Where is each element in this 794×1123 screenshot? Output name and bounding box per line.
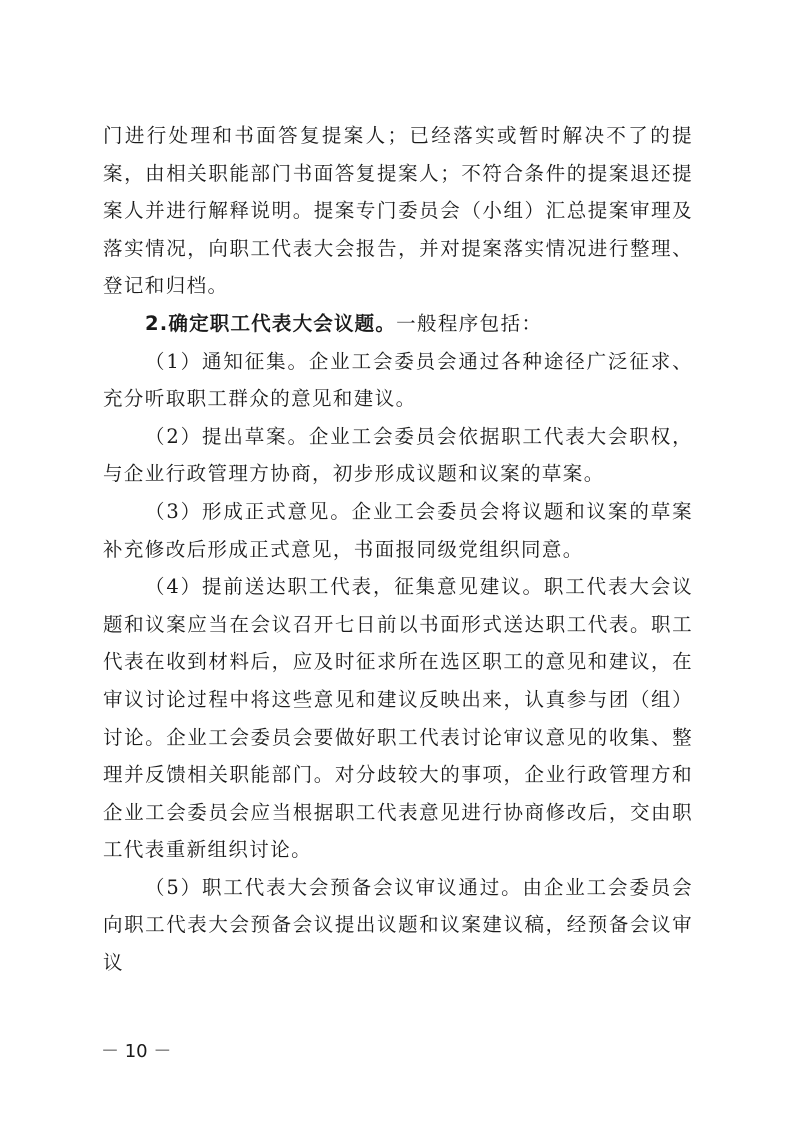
section-heading: 2.确定职工代表大会议题。 [145,311,397,335]
paragraph-text: （2）提出草案。企业工会委员会依据职工代表大会职权，与企业行政管理方协商，初步形成议题和议案的草案。 [103,424,693,486]
paragraph-text: （5）职工代表大会预备会议审议通过。由企业工会委员会向职工代表大会预备会议提出议题和议案建议稿，经预备会议审议 [103,875,693,975]
paragraph-item-1 [103,343,693,418]
paragraph-item-3 [103,493,693,568]
paragraph-item-2 [103,418,693,493]
paragraph-continuation [103,117,693,305]
paragraph-text: （4）提前送达职工代表，征集意见建议。职工代表大会议题和议案应当在会议召开七日前以书面形式送达职工代表。职工代表在收到材料后，应及时征求所在选区职工的意见和建议，在审议讨论过程中将这些意见和建议反映出来，认真参与团（组）讨论。企业工会委员会要做好职工代表讨论审议意见的收集、整理并反馈相关职能部门。对分歧较大的事项，企业行政管理方和企业工会委员会应当根据职工代表意见进行协商修改后，交由职工代表重新组织讨论。 [103,575,693,862]
paragraph-text: 一般程序包括： [396,311,543,335]
paragraph-text: 门进行处理和书面答复提案人；已经落实或暂时解决不了的提案，由相关职能部门书面答复提案人；不符合条件的提案退还提案人并进行解释说明。提案专门委员会（小组）汇总提案审理及落实情况，向职工代表大会报告，并对提案落实情况进行整理、登记和归档。 [103,124,693,298]
paragraph-item-5 [103,869,693,982]
paragraph-text: （3）形成正式意见。企业工会委员会将议题和议案的草案补充修改后形成正式意见，书面报同级党组织同意。 [103,499,693,561]
paragraph-item-4 [103,568,693,869]
page-number: － 10 － [101,1041,172,1062]
document-body [103,117,693,982]
paragraph-text: （1）通知征集。企业工会委员会通过各种途径广泛征求、充分听取职工群众的意见和建议。 [103,349,693,411]
paragraph-agenda-heading [103,305,693,343]
